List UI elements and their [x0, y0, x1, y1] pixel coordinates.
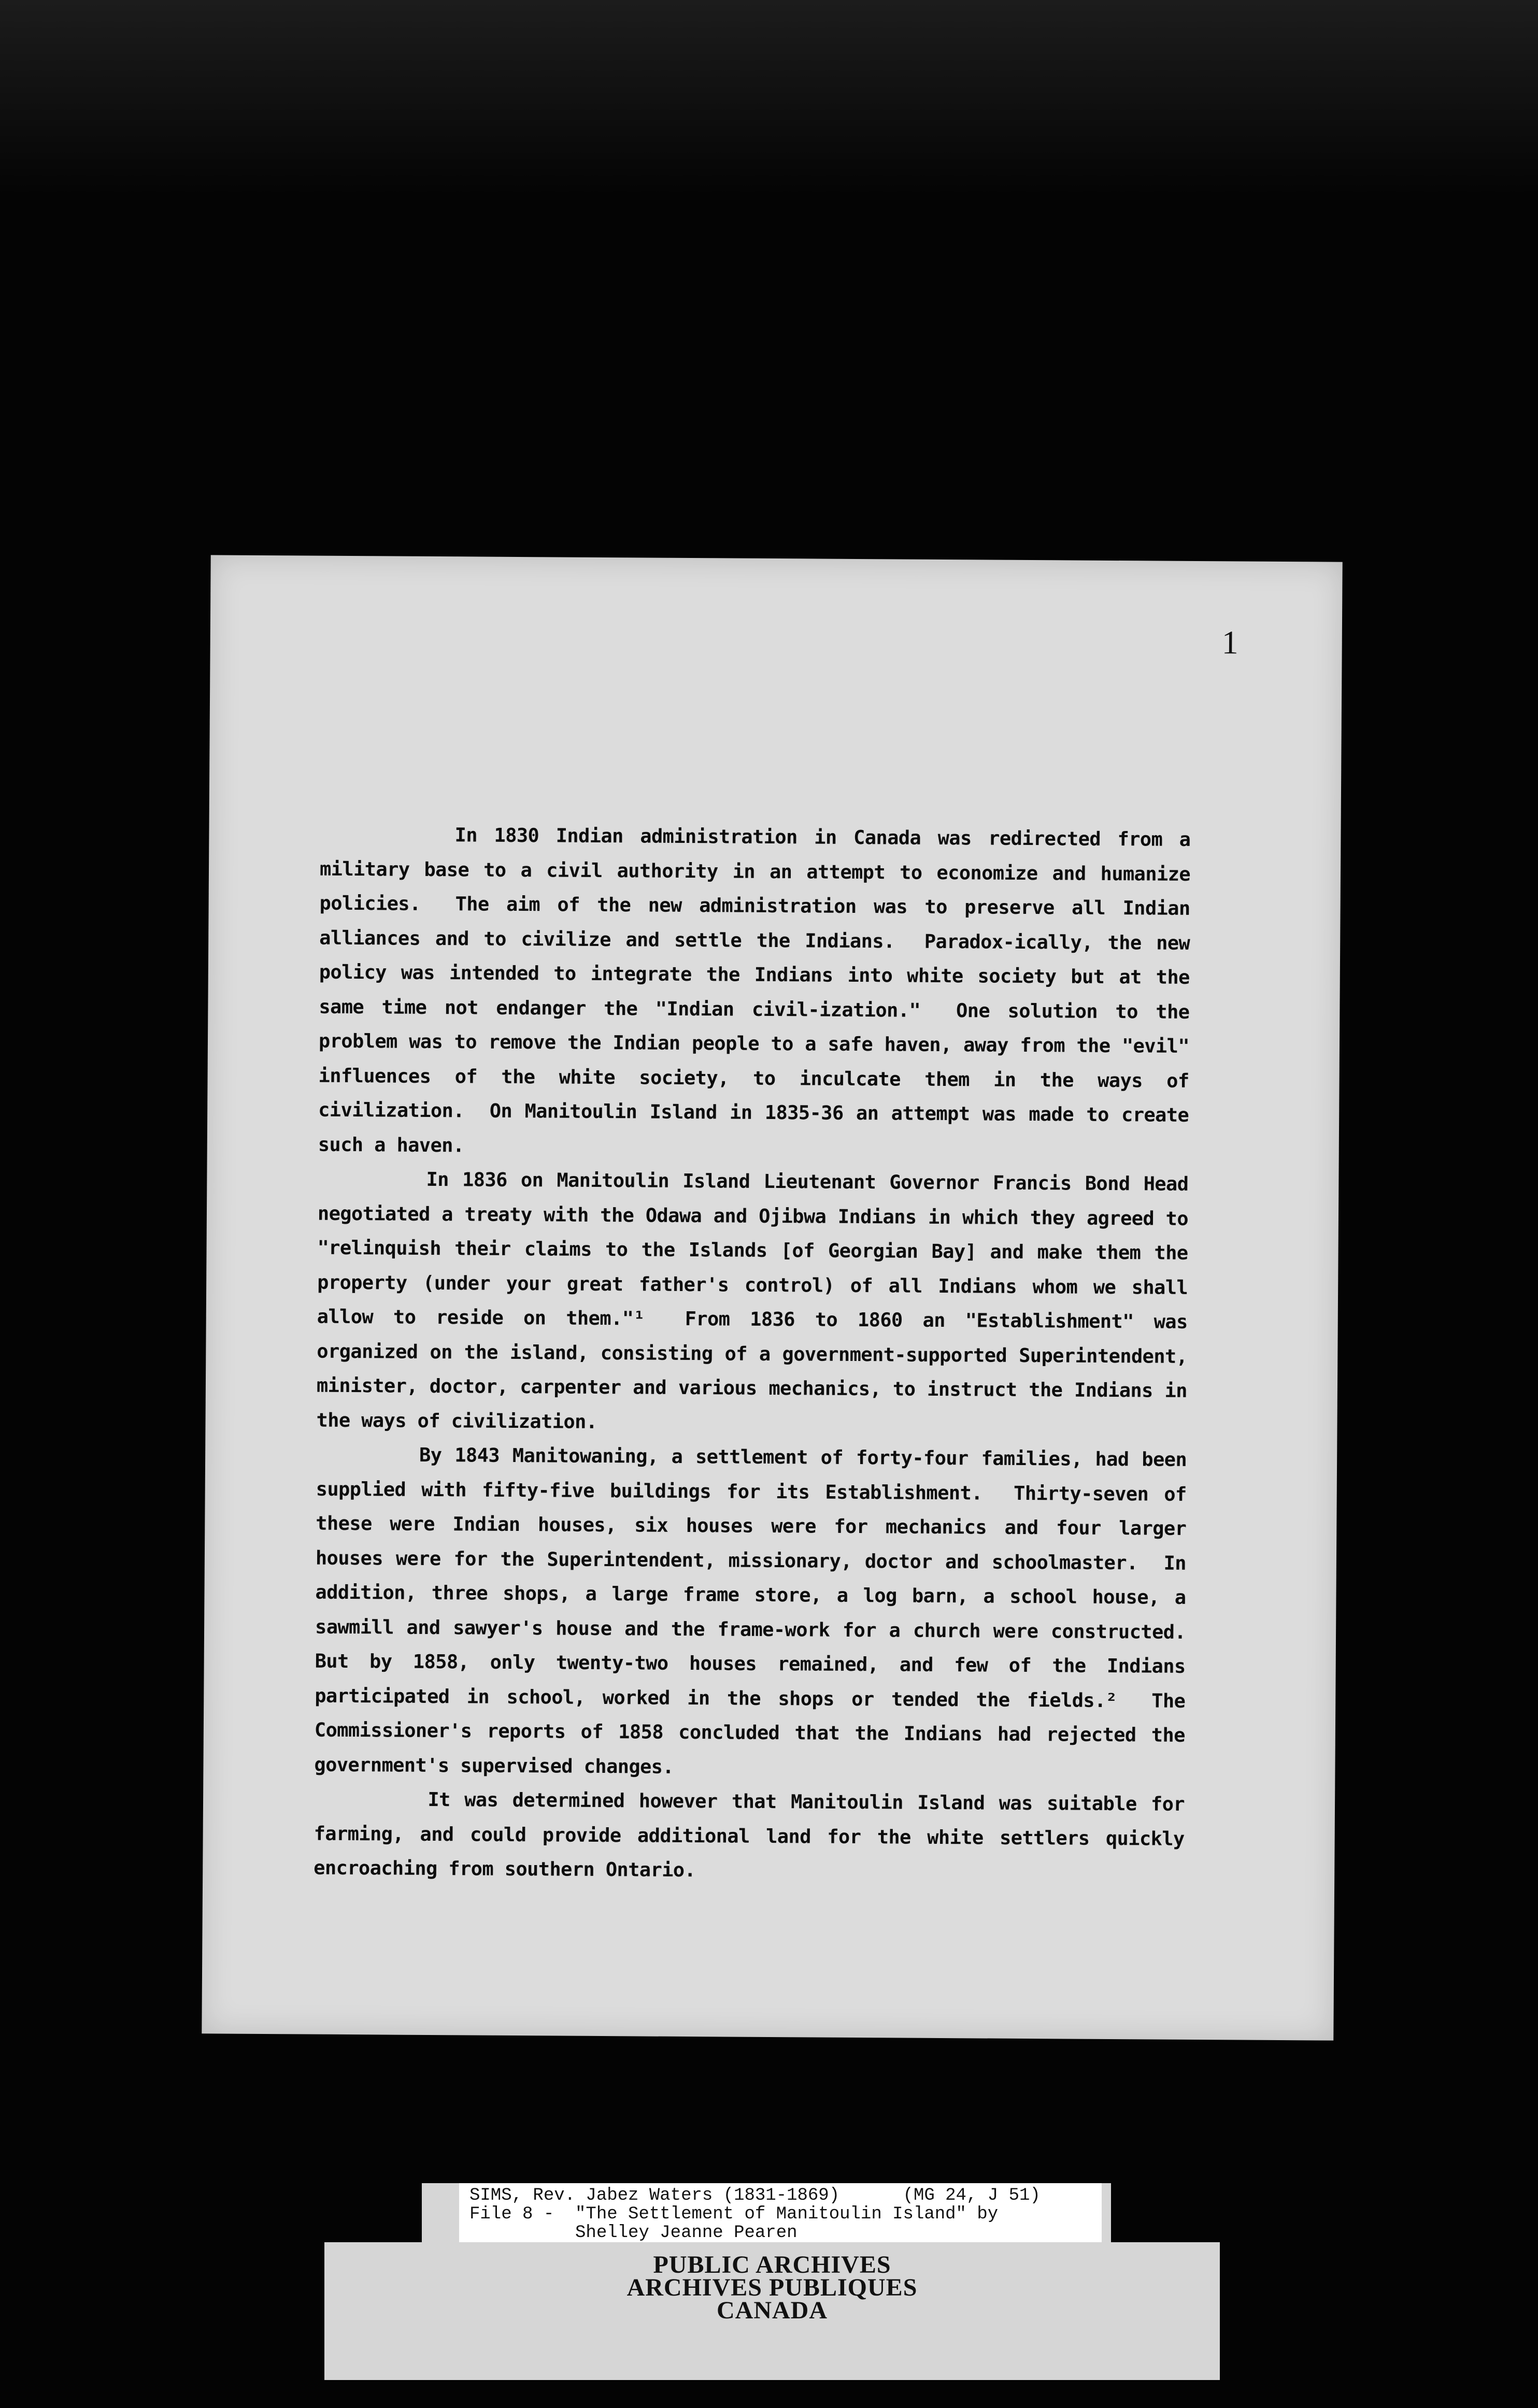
- stamp-line-3: CANADA: [717, 2297, 828, 2324]
- stamp-line-2: ARCHIVES PUBLIQUES: [626, 2274, 918, 2301]
- body-text: [314, 818, 1208, 1891]
- label-notch-right: [1111, 2183, 1220, 2242]
- catalog-line-2: File 8 - "The Settlement of Manitoulin Island" by: [469, 2204, 999, 2224]
- label-notch-left: [324, 2183, 422, 2242]
- paragraph-3: By 1843 Manitowaning, a settlement of forty-four families, had been supplied with fifty-five buildings for its Establishment. Thirty-seven of these were Indian houses, six houses were for mechanics and four larger houses were for the Superintendent, missionary, doctor and schoolmaster. In addition, three shops, a large frame store, a log barn, a school house, a sawmill and sawyer's house and the frame-work for a church were constructed. But by 1858, only twenty-two houses remained, and few of the Indians participated in school, worked in the shops or tended the fields.² The Commissioner's reports of 1858 concluded that the Indians had rejected the government's supervised changes.: [314, 1443, 1208, 1778]
- document-page: [202, 555, 1342, 2040]
- archive-label-panel: [324, 2183, 1220, 2380]
- paragraph-4: It was determined however that Manitoulin Island was suitable for farming, and could provide additional land for the white settlers quickly encroaching from southern Ontario.: [314, 1787, 1196, 1882]
- stamp-line-1: PUBLIC ARCHIVES: [653, 2251, 891, 2278]
- paragraph-1: In 1830 Indian administration in Canada was redirected from a military base to a civil authority in an attempt to economize and humanize policies. The aim of the new administration was to preserve all Indian alliances and to civilize and settle the Indians. Paradox-ically, the new policy was intended to integrate the Indians into white society but at the same time not endanger the "Indian civil-ization." One solution to the problem was to remove the Indian people to a safe haven, away from the "evil" influences of the white society, to inculcate them in the ways of civilization. On Manitoulin Island in 1835-36 an attempt was made to create such a haven.: [318, 823, 1202, 1156]
- catalog-card: [459, 2183, 1102, 2242]
- paragraph-2: In 1836 on Manitoulin Island Lieutenant Governor Francis Bond Head negotiated a treaty with the Odawa and Ojibwa Indians in which they agreed to "relinquish their claims to the Islands [of Georgian Bay] and make them the property (under your great father's control) of all Indians whom we shall allow to reside on them."¹ From 1836 to 1860 an "Establishment" was organized on the island, consisting of a government-supported Superintendent, minister, doctor, carpenter and various mechanics, to instruct the Indians in the ways of civilization.: [316, 1167, 1200, 1433]
- film-border: [0, 0, 1538, 197]
- catalog-line-3: Shelley Jeanne Pearen: [469, 2223, 798, 2243]
- page-number: 1: [1221, 624, 1238, 661]
- archive-stamp: [324, 2251, 1220, 2324]
- catalog-line-1: SIMS, Rev. Jabez Waters (1831-1869) (MG 24, J 51): [469, 2186, 1041, 2205]
